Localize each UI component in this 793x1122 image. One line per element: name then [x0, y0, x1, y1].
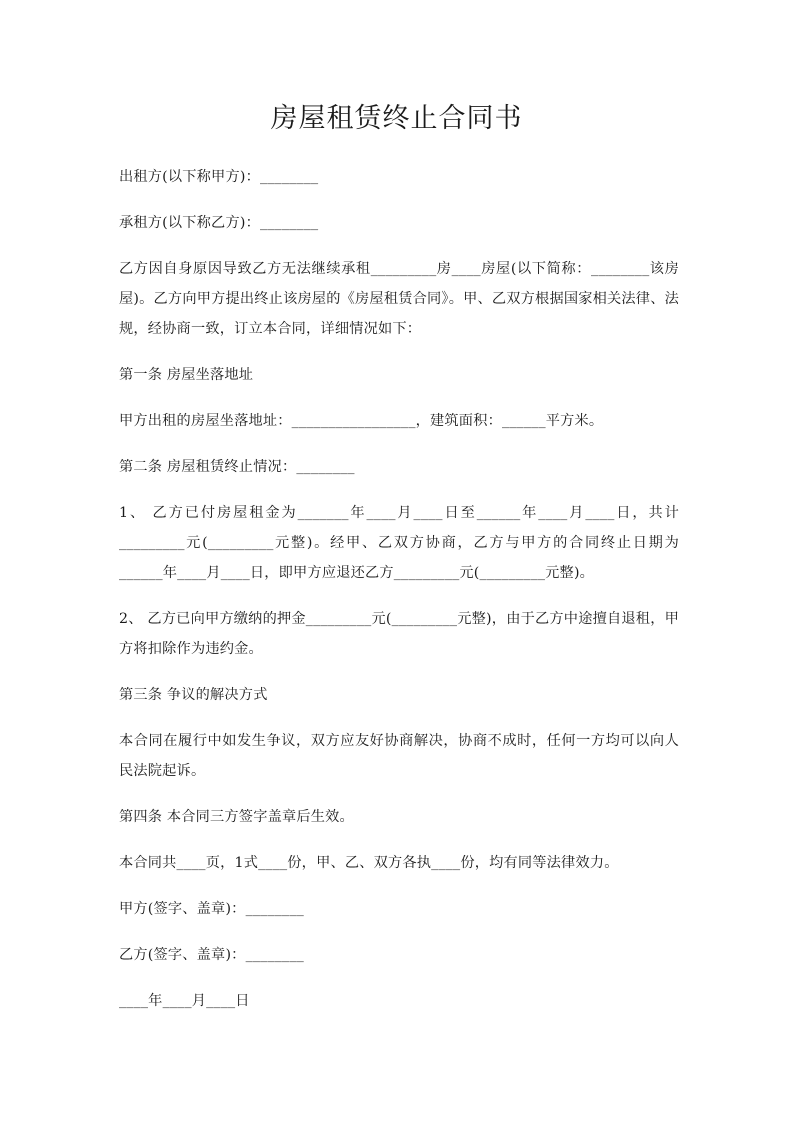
- rent-clause: 1、 乙方已付房屋租金为_______年____月____日至______年____月____日，共计_________元(_________元整)。经甲、乙双方协商，乙方与甲方的合同终止日期为______年____月____日，即甲方应退还乙方_________元(_________元整)。: [119, 505, 679, 581]
- article-3-heading: 第三条 争议的解决方式: [119, 687, 268, 703]
- signing-date: ____年____月____日: [119, 993, 250, 1009]
- article-4-heading: 第四条 本合同三方签字盖章后生效。: [119, 809, 354, 825]
- lessor-line: 出租方(以下称甲方)：________: [119, 169, 319, 185]
- document-body: [119, 162, 679, 1016]
- copies-clause: 本合同共____页，1式____份，甲、乙、双方各执____份，均有同等法律效力。: [119, 855, 619, 871]
- deposit-clause: 2、 乙方已向甲方缴纳的押金_________元(_________元整)，由于乙方中途擅自退租，甲方将扣除作为违约金。: [119, 611, 679, 657]
- property-address-line: 甲方出租的房屋坐落地址：_________________，建筑面积：______平方米。: [119, 413, 604, 429]
- preamble-paragraph: 乙方因自身原因导致乙方无法继续承租_________房____房屋(以下简称：________该房屋)。乙方向甲方提出终止该房屋的《房屋租赁合同》。甲、乙双方根据国家相关法律、法规，经协商一致，订立本合同，详细情况如下：: [119, 261, 679, 337]
- article-2-heading: 第二条 房屋租赁终止情况：________: [119, 459, 355, 475]
- party-a-signature: 甲方(签字、盖章)：________: [119, 901, 304, 917]
- document-title: 房屋租赁终止合同书: [270, 103, 523, 134]
- party-b-signature: 乙方(签字、盖章)：________: [119, 947, 304, 963]
- dispute-clause: 本合同在履行中如发生争议，双方应友好协商解决，协商不成时，任何一方均可以向人民法院起诉。: [119, 733, 679, 779]
- lessee-line: 承租方(以下称乙方)：________: [119, 215, 319, 231]
- article-1-heading: 第一条 房屋坐落地址: [119, 367, 254, 383]
